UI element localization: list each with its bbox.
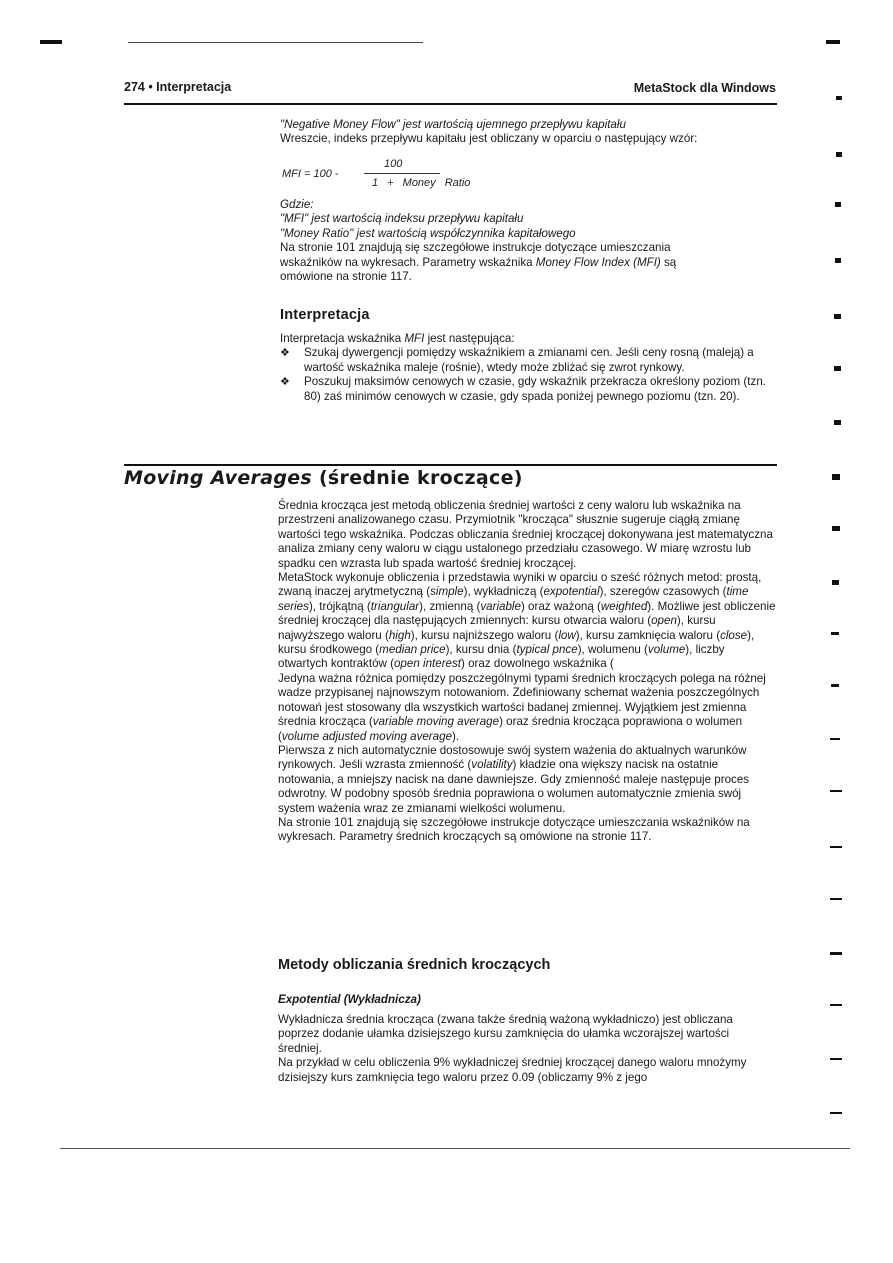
bullet-diamond-icon: ❖ (280, 376, 290, 389)
ma-p4-text: ) kładzie ona większy nacisk na ostatnie notowania, a mniejszy nacisk na dane dawniejsze. Gdy zmienność maleje następuje proces odwrotny. W podobny sposób średnia poprawiona o wolumen automatycznie zmienia swój system ważenia wraz ze zmianami wielkości wolumenu. (278, 758, 750, 815)
scan-mark-right-4 (835, 202, 841, 207)
header-rule (124, 103, 777, 105)
scan-mark-right-18 (830, 952, 842, 955)
mfi-note-line-2c: są (660, 255, 677, 269)
scan-mark-right-11 (832, 580, 839, 585)
scan-mark-right-12 (831, 632, 839, 635)
ma-p2-text: ), trójkątną ( (308, 599, 371, 613)
book-title-header: MetaStock dla Windows (633, 81, 776, 95)
ma-p2-text: ), kursu środkowego ( (278, 628, 755, 657)
scan-mark-right-1 (826, 40, 840, 44)
ma-p2-term: volume (647, 643, 686, 657)
scan-mark-right-5 (835, 258, 841, 263)
mfi-definition: "MFI" jest wartością indeksu przepływu kapitału (280, 212, 524, 226)
negative-money-flow-definition: "Negative Money Flow" jest wartością ujemnego przepływu kapitału (280, 118, 626, 131)
ma-p2-term: expotential (543, 585, 600, 599)
interpretation-lead (280, 332, 775, 346)
money-ratio-definition: "Money Ratio" jest wartością współczynnika kapitałowego (280, 226, 576, 240)
ma-p2-term: time series (278, 585, 749, 613)
ma-p3-text: ) oraz średnia krocząca poprawiona o wolumen ( (278, 715, 743, 743)
moving-averages-title (124, 467, 523, 489)
ma-p2-term: variable (480, 599, 521, 613)
mfi-note-line-2 (280, 256, 780, 270)
interpretation-lead-a: Interpretacja wskaźnika (280, 332, 405, 345)
ma-paragraph-3 (278, 672, 776, 744)
scan-mark-right-9 (832, 474, 840, 480)
ma-p2-text: MetaStock wykonuje obliczenia i przedstawia wyniki w oparciu o sześć różnych metod: prostą, zwaną inaczej arytmetyczną ( (278, 571, 762, 599)
ma-p2-text: ). Możliwe jest obliczenie średniej kroczącej dla następujących zmiennych: kursu otwarcia waloru ( (278, 599, 776, 628)
ma-p2-term: high (388, 628, 411, 642)
ma-paragraph-1: Średnia krocząca jest metodą obliczenia średniej wartości z ceny waloru lub wskaźnika na przestrzeni analizowanego czasu. Przymiotnik "krocząca" słusznie sugeruje ciągłą zmianę wartości tego wskaźnika. Podczas obliczania średniej kroczącej dokonywana jest matematyczna analiza zmiany ceny waloru w ciągu ustalonego przedziału czasowego. W miarę wzrostu lub spadku cen wzrasta lub spada wartość średniej kroczącej. (278, 499, 773, 570)
ma-p2-term: low (558, 628, 576, 642)
moving-averages-body (278, 499, 776, 845)
definitions-block (280, 198, 780, 284)
scan-mark-right-16 (830, 846, 842, 848)
expotential-paragraph-2: Na przykład w celu obliczenia 9% wykładniczej średniej kroczącej danego waloru mnożymy dzisiejszy kurs zamknięcia tego waloru przez 0.09 (obliczamy 9% z jego (278, 1056, 747, 1084)
scan-mark-right-2 (836, 96, 842, 100)
ma-p2-text: ), kursu najniższego waloru ( (410, 628, 559, 642)
ma-p2-term: median price (379, 643, 446, 657)
interpretation-bullet-1-text: Szukaj dywergencji pomiędzy wskaźnikiem a zmianami cen. Jeśli ceny rosną (maleją) a wartość wskaźnika maleje (rośnie), wtedy może zbliżać się zwrot rynkowy. (304, 346, 754, 374)
scan-mark-top-left (40, 40, 62, 44)
scan-mark-right-7 (834, 366, 841, 371)
ma-p3-term: volume adjusted moving average (281, 729, 453, 743)
interpretation-heading: Interpretacja (280, 307, 370, 323)
methods-body (278, 1013, 768, 1085)
interpretation-bullet-1 (280, 346, 775, 375)
scan-mark-right-8 (834, 420, 841, 425)
section-rule (124, 464, 777, 466)
interpretation-lead-c: jest następująca: (424, 332, 515, 345)
ma-p2-term: close (720, 628, 748, 642)
mfi-formula (282, 158, 482, 194)
intro-block (280, 118, 780, 147)
mfi-indicator-name: Money Flow Index (MFI) (535, 255, 661, 269)
interpretation-lead-mfi: MFI (404, 332, 425, 345)
ma-p3-term: variable moving average (372, 715, 500, 729)
scan-mark-right-20 (830, 1058, 842, 1060)
expotential-paragraph-1: Wykładnicza średnia krocząca (zwana także średnią ważoną wykładniczo) jest obliczana poprzez dodanie ułamka dzisiejszego kursu zamknięcia do ułamka wczorajszej wartości średniej. (278, 1013, 733, 1055)
interpretation-block (280, 332, 775, 404)
ma-p2-text: ), kursu najwyższego waloru ( (278, 614, 716, 642)
scan-mark-right-10 (832, 526, 840, 531)
scan-mark-right-14 (830, 738, 840, 740)
expotential-subheading: Expotential (Wykładnicza) (278, 993, 421, 1006)
scan-line-top (128, 42, 423, 43)
scan-mark-right-13 (831, 684, 839, 687)
ma-p4-term: volatility (471, 758, 513, 772)
ma-paragraph-2 (278, 571, 776, 672)
ma-p2-text: ), zmienną ( (419, 599, 481, 613)
ma-p2-term: weighted (600, 599, 648, 613)
scan-line-bottom (60, 1148, 850, 1149)
scan-mark-right-3 (836, 152, 842, 157)
ma-p2-term: open interest (393, 657, 462, 671)
scan-mark-right-15 (830, 790, 842, 792)
ma-p2-term: triangular (370, 599, 420, 613)
intro-formula-lead: Wreszcie, indeks przepływu kapitału jest obliczany w oparciu o następujący wzór: (280, 132, 698, 146)
ma-p3-text: Jedyna ważna różnica pomiędzy poszczególnymi typami średnich kroczących polega na różnej wadze przypisanej najnowszym notowaniom. Zdefiniowany schemat ważenia poszczególnych notowań jest stosowany dla wszystkich wartości badanej zmiennej. Wyjątkiem jest zmienna średnia krocząca ( (278, 671, 766, 729)
methods-heading: Metody obliczania średnich kroczących (278, 957, 551, 973)
ma-paragraph-4 (278, 744, 776, 816)
scan-mark-right-21 (830, 1112, 842, 1114)
where-label: Gdzie: (280, 198, 314, 211)
ma-p2-text: ), szeregów czasowych ( (599, 585, 727, 599)
ma-p3-text: ). (452, 729, 460, 743)
ma-p2-text: ), kursu zamknięcia waloru ( (575, 628, 721, 642)
ma-p2-text: ), wykładniczą ( (463, 585, 544, 599)
interpretation-bullet-2 (280, 375, 775, 404)
mfi-note-line-3: omówione na stronie 117. (280, 270, 412, 284)
bullet-diamond-icon: ❖ (280, 347, 290, 360)
ma-p2-term: open (651, 614, 677, 628)
mfi-note-line-2a: wskaźników na wykresach. Parametry wskaźnika (280, 255, 536, 269)
ma-p2-term: simple (430, 585, 464, 599)
ma-p4-text: Pierwsza z nich automatycznie dostosowuje swój system ważenia do aktualnych warunków rynkowych. Jeśli wzrasta zmienność ( (278, 743, 747, 772)
scan-mark-right-19 (830, 1004, 842, 1006)
ma-p2-text: ), wolumenu ( (577, 643, 648, 657)
interpretation-bullet-2-text: Poszukuj maksimów cenowych w czasie, gdy wskaźnik przekracza określony poziom (tzn. 80) zaś minimów cenowych w czasie, gdy spada poniżej pewnego poziomu (tzn. 20). (304, 375, 766, 403)
ma-p2-text: ), kursu dnia ( (445, 643, 517, 657)
page-number-header: 274 • Interpretacja (124, 80, 232, 94)
formula-numerator: 100 (384, 158, 403, 170)
scan-mark-right-17 (830, 898, 842, 900)
ma-p2-text: ) oraz dowolnego wskaźnika ( (461, 657, 614, 671)
ma-p2-text: ) oraz ważoną ( (520, 599, 601, 613)
mfi-note-line-1: Na stronie 101 znajdują się szczegółowe instrukcje dotyczące umieszczania (280, 241, 671, 255)
formula-lhs: MFI = 100 - (282, 168, 339, 180)
moving-averages-title-pl: (średnie kroczące) (312, 467, 523, 489)
formula-denominator: 1 + Money Ratio (372, 177, 471, 189)
ma-p2-text: ), liczby otwartych kontraktów ( (278, 643, 725, 671)
scan-mark-right-6 (834, 314, 841, 319)
ma-p2-term: typical pnce (516, 643, 578, 657)
ma-paragraph-5: Na stronie 101 znajdują się szczegółowe instrukcje dotyczące umieszczania wskaźników na wykresach. Parametry średnich kroczących są omówione na stronie 117. (278, 815, 750, 844)
moving-averages-title-en: Moving Averages (124, 467, 313, 489)
formula-fraction-bar (364, 173, 440, 174)
